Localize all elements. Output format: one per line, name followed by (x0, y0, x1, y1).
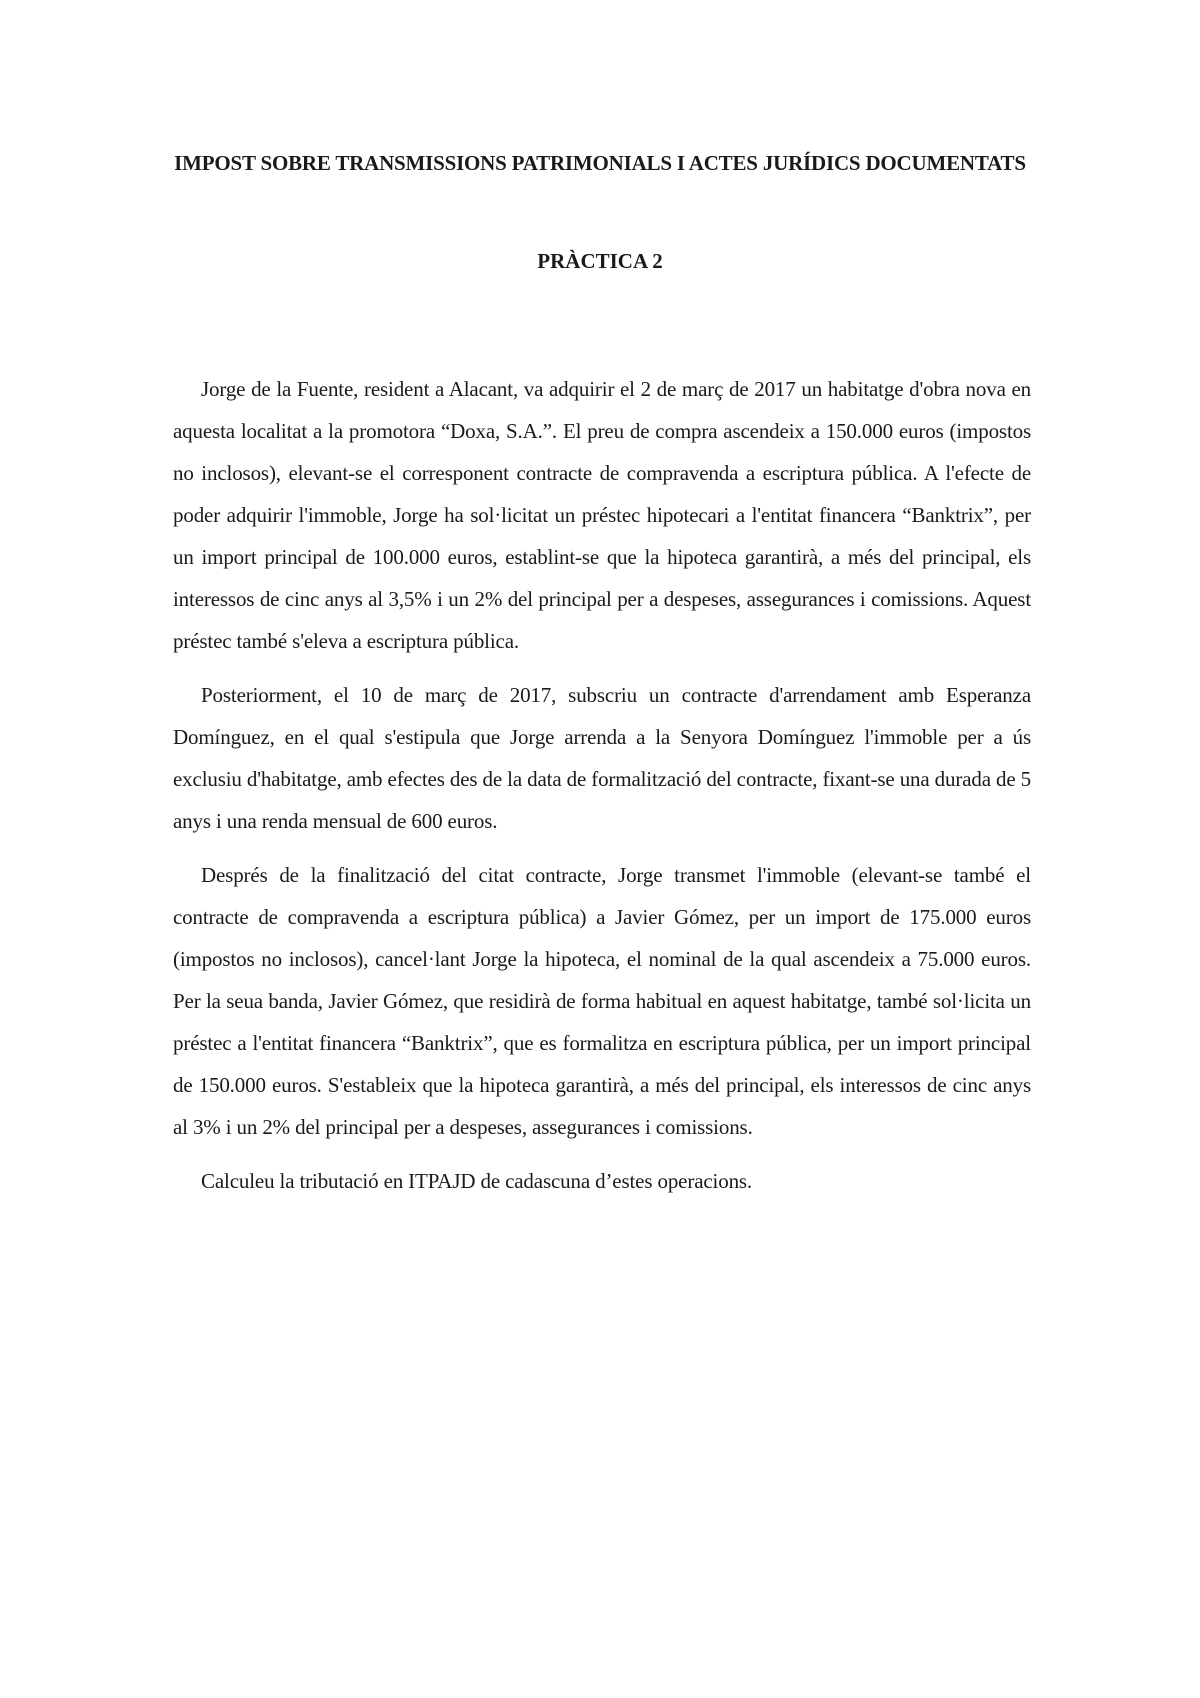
paragraph-sale: Després de la finalització del citat contracte, Jorge transmet l'immoble (elevant-se també el contracte de compravenda a escriptura pública) a Javier Gómez, per un import de 175.000 euros (impostos no inclosos), cancel·lant Jorge la hipoteca, el nominal de la qual ascendeix a 75.000 euros. Per la seua banda, Javier Gómez, que residirà de forma habitual en aquest habitatge, també sol·licita un préstec a l'entitat financera “Banktrix”, que es formalitza en escriptura pública, per un import principal de 150.000 euros. S'estableix que la hipoteca garantirà, a més del principal, els interessos de cinc anys al 3% i un 2% del principal per a despeses, assegurances i comissions. (173, 863, 1031, 1139)
paragraph-purchase: Jorge de la Fuente, resident a Alacant, va adquirir el 2 de març de 2017 un habitatge d'obra nova en aquesta localitat a la promotora “Doxa, S.A.”. El preu de compra ascendeix a 150.000 euros (impostos no inclosos), elevant-se el corresponent contracte de compravenda a escriptura pública. A l'efecte de poder adquirir l'immoble, Jorge ha sol·licitat un préstec hipotecari a l'entitat financera “Banktrix”, per un import principal de 100.000 euros, establint-se que la hipoteca garantirà, a més del principal, els interessos de cinc anys al 3,5% i un 2% del principal per a despeses, assegurances i comissions. Aquest préstec també s'eleva a escriptura pública. (173, 377, 1031, 653)
document-body (173, 368, 1031, 1214)
paragraph-lease: Posteriorment, el 10 de març de 2017, subscriu un contracte d'arrendament amb Esperanza Domínguez, en el qual s'estipula que Jorge arrenda a la Senyora Domínguez l'immoble per a ús exclusiu d'habitatge, amb efectes des de la data de formalització del contracte, fixant-se una durada de 5 anys i una renda mensual de 600 euros. (173, 683, 1031, 833)
document-title: IMPOST SOBRE TRANSMISSIONS PATRIMONIALS I ACTES JURÍDICS DOCUMENTATS (174, 151, 1026, 175)
document-subtitle: PRÀCTICA 2 (537, 249, 663, 273)
paragraph-question: Calculeu la tributació en ITPAJD de cadascuna d’estes operacions. (201, 1169, 753, 1193)
